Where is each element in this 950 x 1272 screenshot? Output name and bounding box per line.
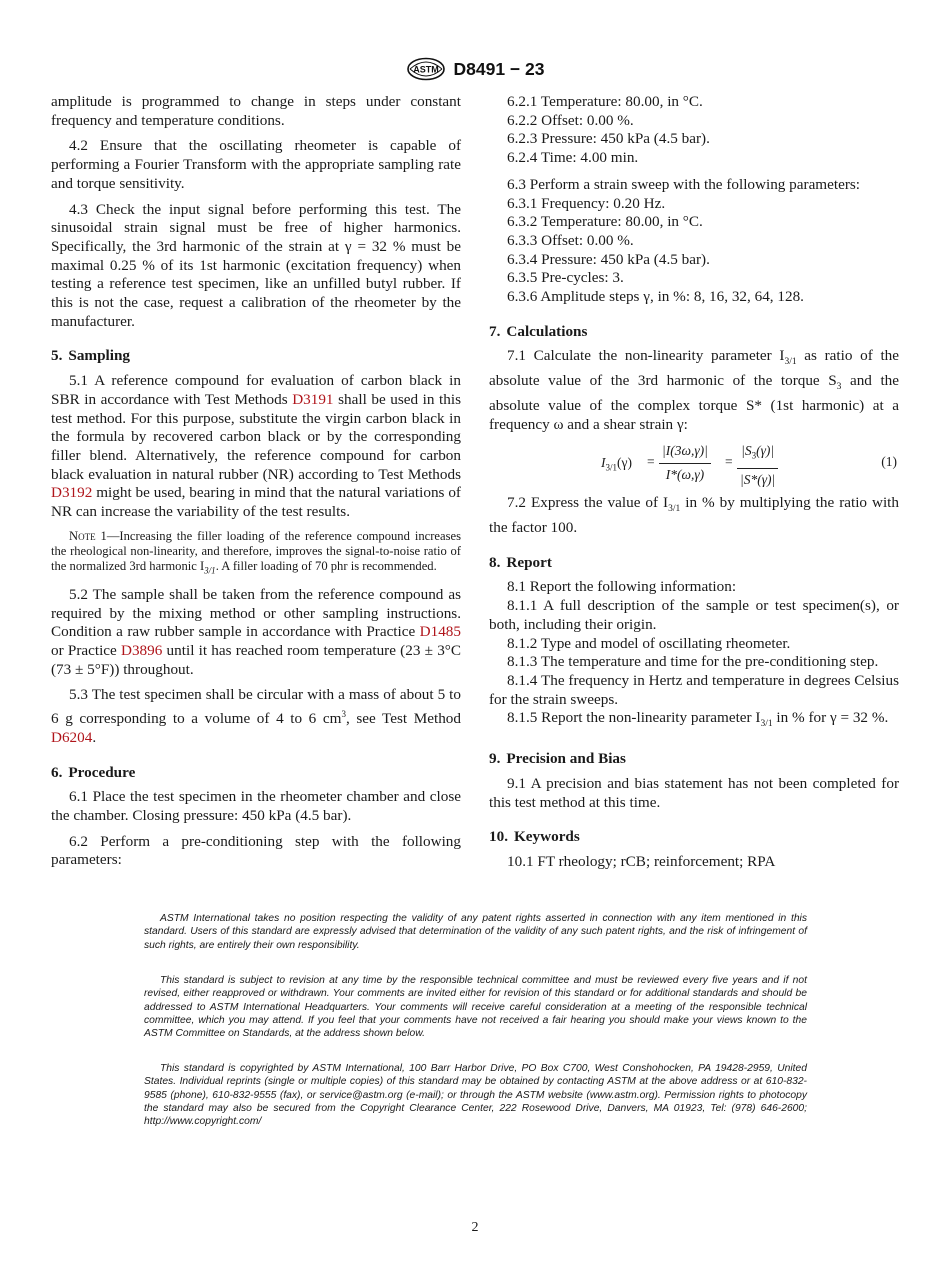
text-run: 5.3 The test specimen shall be circular with a mass of about 5 to 6 g corresponding to a volume of 4 to 6 cm [51,686,461,728]
page-number: 2 [471,1220,479,1235]
paragraph-7-2 [489,494,899,537]
fraction-denominator: I*(ω,γ) [665,467,705,483]
astm-logo [406,57,446,81]
paragraph-8-1: 8.1 Report the following information: [507,578,737,596]
subscript: 3 [836,382,842,393]
subscript: 3/1 [784,357,797,368]
footer-revision-notice: This standard is subject to revision at any time by the responsible technical committee and must be reviewed every five years and if not revised, either reapproved or withdrawn. Your comments are invited either for revision of this standard or for additional standards and should be addressed to ASTM International Headquarters. Your comments will receive careful consideration at a meeting of the responsible technical committee, which you may attend. If you feel that your comments have not received a fair hearing you should make your views known to the ASTM Committee on Standards, at the address shown below. [144,975,807,1040]
text-run: —Increasing the filler loading of the reference compound increases the rheological non-linearity, and therefore, improves the signal-to-noise ratio of the normalized 3rd harmonic I [51,528,461,574]
text-run: (γ) [617,455,632,471]
reference-link-d3192[interactable]: D3192 [51,484,93,502]
text-run: 7.1 Calculate the non-linearity parameter I [507,347,785,365]
astm-logo-text: ASTM [412,64,439,75]
paragraph-6-2: 6.2 Perform a pre-conditioning step with the following parameters: [51,832,461,869]
text-run: until it has reached room temperature (23 ± 3°C (73 ± 5°F)) throughout. [51,642,461,678]
paragraph-5-2 [51,586,461,680]
section-number: 6. [51,763,63,781]
paragraph-6-2-2: 6.2.2 Offset: 0.00 %. [507,111,634,129]
text-run: as ratio of the absolute value of the 3rd harmonic of the torque S [489,347,899,390]
text-run: 8.1.5 Report the non-linearity parameter I [507,709,761,727]
footer-copyright-notice: This standard is copyrighted by ASTM International, 100 Barr Harbor Drive, PO Box C700, West Conshohocken, PA 19428-2959, United States. Individual reprints (single or multiple copies) of this standard may be obtained by contacting ASTM at the above address or at 610-832-9585 (phone), 610-832-9555 (fax), or service@astm.org (e-mail); or through the ASTM website (www.astm.org). Permission rights to photocopy the standard may also be secured from the Copyright Clearance Center, 222 Rosewood Drive, Danvers, MA 01923, Tel: (978) 646-2600; http://www.copyright.com/ [144,1063,807,1128]
text-run: . [92,728,97,746]
text-run: and the absolute value of the complex torque S* (1st harmonic) at a frequency ω and a shear strain γ: [489,372,899,433]
paragraph-5-3 [51,686,461,747]
equation-1 [489,442,899,487]
text-run: , see Test Method [345,710,461,728]
section-heading-keywords [489,828,899,847]
text-run: or Practice [51,642,121,659]
section-title: Calculations [506,322,588,340]
reference-link-d3191[interactable]: D3191 [292,390,334,408]
fraction-1 [659,442,711,484]
subscript: 3/1 [668,504,681,515]
paragraph-4-2: 4.2 Ensure that the oscillating rheometer is capable of performing a Fourier Transform with the appropriate sampling rate and torque sensitivity. [51,137,461,192]
section-number: 5. [51,347,63,365]
paragraph-6-3-1: 6.3.1 Frequency: 0.20 Hz. [507,194,666,212]
fraction-numerator: $|S_3(\gamma)|$ [737,442,778,468]
paragraph-10-1: 10.1 FT rheology; rCB; reinforcement; RPA [507,852,776,870]
reference-link-d6204[interactable]: D6204 [51,728,93,746]
paragraph-6-2-1: 6.2.1 Temperature: 80.00, in °C. [507,93,703,110]
paragraph-5-1 [51,372,461,522]
note-1 [51,529,461,579]
subscript: 3/1 [204,565,216,576]
equation-number: (1) [881,454,897,470]
footer-patent-notice: ASTM International takes no position respecting the validity of any patent rights asserted in connection with any item mentioned in this standard. Users of this standard are expressly advised that determination of the validity of any such patent rights, and the risk of infringement of such rights, are entirely their own responsibility. [144,913,807,951]
section-heading-calculations [489,323,899,342]
paragraph-8-1-2: 8.1.2 Type and model of oscillating rheometer. [507,634,791,652]
paragraph-6-3-2: 6.3.2 Temperature: 80.00, in °C. [507,213,703,231]
text-run: 5.2 The sample shall be taken from the reference compound as required by the mixing method or other sampling instructions. Condition a raw rubber sample in accordance with Practice [51,585,461,641]
fraction-denominator: |S*(γ)| [740,471,776,487]
paragraph-6-3-3: 6.3.3 Offset: 0.00 %. [507,231,634,249]
text-run: in % by multiplying the ratio with the factor 100. [489,494,899,537]
section-number: 7. [489,322,501,340]
paragraph-9-1: 9.1 A precision and bias statement has not been completed for this test method at this time. [489,774,899,811]
right-column [489,93,899,872]
fraction-numerator: |I(3ω,γ)| [659,442,711,464]
paragraph-6-2-3: 6.2.3 Pressure: 450 kPa (4.5 bar). [507,130,710,148]
equals-sign: = [647,454,655,470]
paragraph-8-1-4: 8.1.4 The frequency in Hertz and temperature in degrees Celsius for the strain sweeps. [489,671,899,708]
section-title: Precision and Bias [506,750,626,768]
section-heading-report [489,554,899,573]
paragraph-7-1 [489,347,899,434]
paragraph-6-3-6: 6.3.6 Amplitude steps γ, in %: 8, 16, 32, 64, 128. [507,288,804,306]
section-title: Report [506,553,552,571]
equals-sign: = [725,454,733,470]
paragraph-8-1-3: 8.1.3 The temperature and time for the pre-conditioning step. [507,653,879,671]
paragraph-6-3-4: 6.3.4 Pressure: 450 kPa (4.5 bar). [507,250,710,268]
reference-link-d1485[interactable]: D1485 [419,623,461,641]
section-heading-sampling [51,347,461,366]
equation-lhs: $I_{3/1}(\gamma)$ [601,455,632,473]
section-number: 9. [489,750,501,768]
text-run: shall be used in this test method. For this purpose, substitute the virgin carbon black in the formula by recovered carbon black or by the corresponding filler blend. Alternatively, the reference compound for carbon black evaluation in natural rubber (NR) according to Test Methods [51,390,461,483]
section-title: Procedure [68,763,136,781]
paragraph-6-3: 6.3 Perform a strain sweep with the following parameters: [507,175,861,193]
text-run: 5.1 A reference compound for evaluation of carbon black in SBR in accordance with Test Methods [51,372,461,408]
paragraph-6-2-4: 6.2.4 Time: 4.00 min. [507,149,639,167]
page-header [0,56,950,82]
section-number: 10. [489,828,508,846]
section-number: 8. [489,553,501,571]
subscript: 3/1 [605,463,618,473]
paragraph-8-1-5 [489,709,899,734]
paragraph-6-3-5: 6.3.5 Pre-cycles: 3. [507,269,624,287]
text-run: might be used, bearing in mind that the natural variations of NR can increase the variability of the test results. [51,484,461,521]
paragraph-continued: amplitude is programmed to change in steps under constant frequency and temperature conditions. [51,93,461,129]
section-title: Sampling [68,347,131,365]
left-column [51,93,461,877]
section-title: Keywords [513,828,580,846]
text-run: in % for γ = 32 %. [772,709,889,727]
subscript: 3/1 [760,719,773,730]
note-label: Note 1 [69,528,107,543]
section-heading-procedure [51,764,461,783]
document-number: D8491 − 23 [453,58,545,79]
paragraph-4-3: 4.3 Check the input signal before performing this test. The sinusoidal strain signal must be free of higher harmonics. Specifically, the 3rd harmonic of the strain at γ = 32 % must be maximal 0.25 % of its 1st harmonic (excitation frequency) when testing a reference test specimen, like an unfilled butyl rubber. If this is not the case, request a calibration of the rheometer by the manufacturer. [51,200,461,330]
text-run: 7.2 Express the value of I [507,494,669,512]
paragraph-6-1: 6.1 Place the test specimen in the rheometer chamber and close the chamber. Closing pressure: 450 kPa (4.5 bar). [51,788,461,824]
subscript: 3 [751,451,757,461]
paragraph-8-1-1: 8.1.1 A full description of the sample or test specimen(s), or both, including their origin. [489,597,899,633]
section-heading-precision-and-bias [489,750,899,769]
text-run: . A filler loading of 70 phr is recommended. [215,559,437,574]
reference-link-d3896[interactable]: D3896 [121,642,163,659]
fraction-2 [737,442,778,489]
superscript: 3 [341,709,346,720]
